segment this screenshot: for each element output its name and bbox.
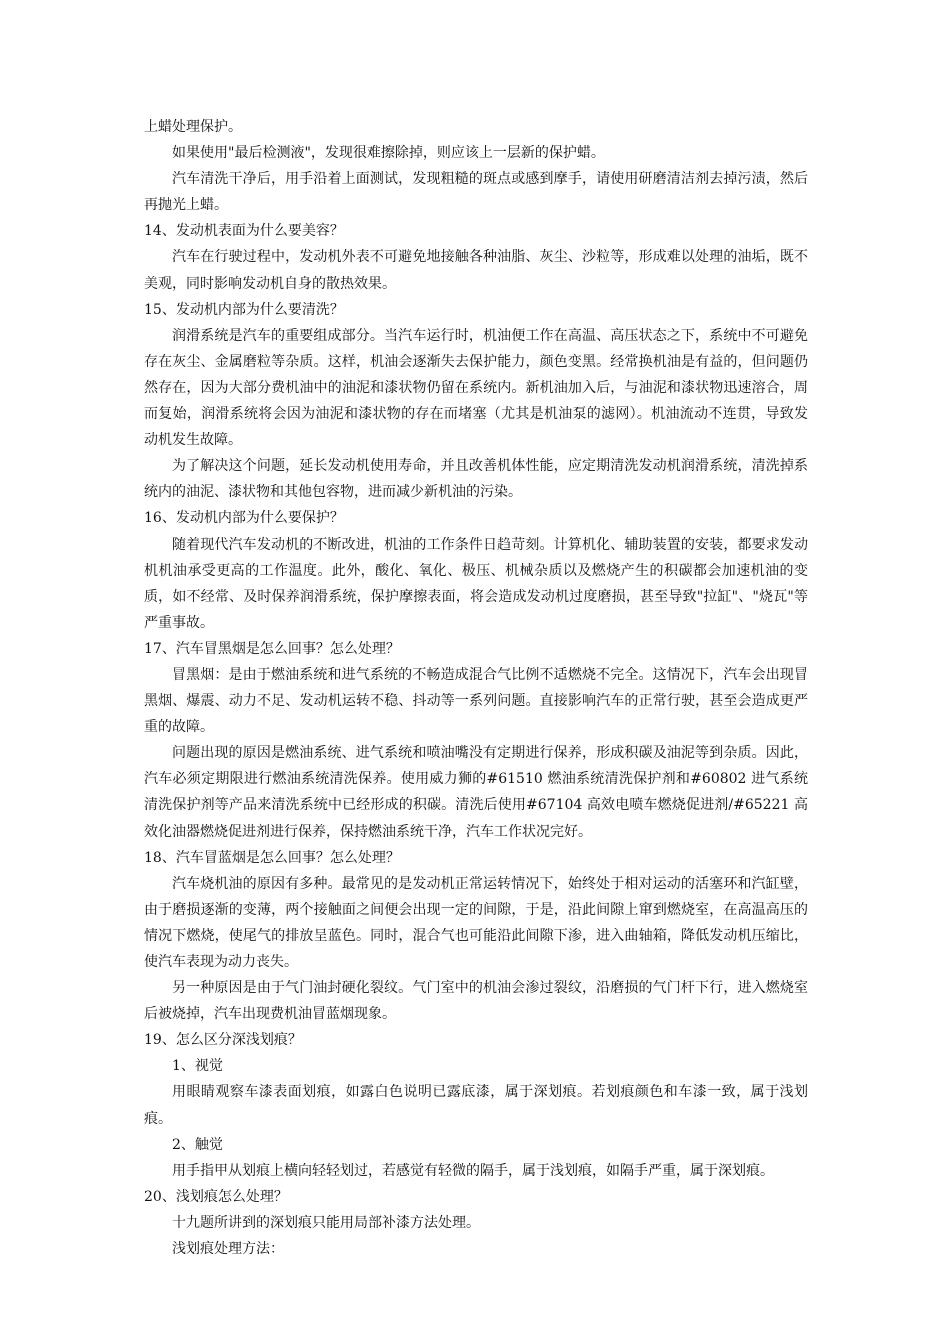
paragraph-15: 另一种原因是由于气门油封硬化裂纹。气门室中的机油会渗过裂纹，沿磨损的气门杆下行，进入燃烧室后被烧掉，汽车出现费机油冒蓝烟现象。 xyxy=(144,980,808,1023)
section-heading-15: 15、发动机内部为什么要清洗？ xyxy=(144,301,344,318)
paragraph-2: 汽车清洗干净后，用手沿着上面测试，发现粗糙的斑点或感到摩手，请使用研磨清洁剂去掉污渍，然后再抛光上蜡。 xyxy=(144,171,808,214)
paragraph-18: 用眼睛观察车漆表面划痕，如露白色说明已露底漆，属于深划痕。若划痕颜色和车漆一致，属于浅划痕。 xyxy=(144,1084,808,1127)
paragraph-19: 2、触觉 xyxy=(172,1136,223,1153)
paragraph-11: 冒黑烟：是由于燃油系统和进气系统的不畅造成混合气比例不适燃烧不完全。这情况下，汽车会出现冒黑烟、爆震、动力不足、发动机运转不稳、抖动等一系列问题。直接影响汽车的正常行驶，甚至会造成更严重的故障。 xyxy=(144,666,808,736)
paragraph-6: 润滑系统是汽车的重要组成部分。当汽车运行时，机油便工作在高温、高压状态之下，系统中不可避免存在灰尘、金属磨粒等杂质。这样，机油会逐渐失去保护能力，颜色变黑。经常换机油是有益的，但问题仍然存在，因为大部分费机油中的油泥和漆状物仍留在系统内。新机油加入后，与油泥和漆状物迅速溶合，周而复始，润滑系统将会因为油泥和漆状物的存在而堵塞（尤其是机油泵的滤网）。机油流动不连贯，导致发动机发生故障。 xyxy=(144,327,808,449)
paragraph-9: 随着现代汽车发动机的不断改进，机油的工作条件日趋苛刻。计算机化、辅助装置的安装，都要求发动机机油承受更高的工作温度。此外，酸化、氧化、极压、机械杂质以及燃烧产生的积碳都会加速机油的变质，如不经常、及时保养润滑系统，保护摩擦表面，将会造成发动机过度磨损，甚至导致"拉缸"、"烧瓦"等严重事故。 xyxy=(144,536,808,631)
document-page xyxy=(144,114,808,1262)
section-heading-19: 19、怎么区分深浅划痕？ xyxy=(144,1032,302,1049)
section-heading-17: 17、汽车冒黑烟是怎么回事？怎么处理？ xyxy=(144,640,400,657)
paragraph-22: 十九题所讲到的深划痕只能用局部补漆方法处理。 xyxy=(172,1214,480,1231)
section-heading-14: 14、发动机表面为什么要美容？ xyxy=(144,223,344,240)
section-heading-16: 16、发动机内部为什么要保护？ xyxy=(144,510,344,527)
paragraph-17: 1、视觉 xyxy=(172,1058,223,1075)
paragraph-4: 汽车在行驶过程中，发动机外表不可避免地接触各种油脂、灰尘、沙粒等，形成难以处理的油垢，既不美观，同时影响发动机自身的散热效果。 xyxy=(144,249,808,292)
section-heading-20: 20、浅划痕怎么处理？ xyxy=(144,1188,288,1205)
section-heading-18: 18、汽车冒蓝烟是怎么回事？怎么处理？ xyxy=(144,849,400,866)
paragraph-23: 浅划痕处理方法： xyxy=(172,1241,284,1258)
paragraph-1: 如果使用"最后检测液"，发现很难擦除掉，则应该上一层新的保护蜡。 xyxy=(172,145,605,162)
paragraph-7: 为了解决这个问题，延长发动机使用寿命，并且改善机体性能，应定期清洗发动机润滑系统，清洗掉系统内的油泥、漆状物和其他包容物，进而减少新机油的污染。 xyxy=(144,458,808,501)
paragraph-12: 问题出现的原因是燃油系统、进气系统和喷油嘴没有定期进行保养，形成积碳及油泥等到杂质。因此，汽车必须定期限进行燃油系统清洗保养。使用威力狮的#61510 燃油系统清洗保护剂和#60802 进气系统清洗保护剂等产品来清洗系统中已经形成的积碳。清洗后使用#67104 高效电喷车燃烧促进剂/#65221 高效化油器燃烧促进剂进行保养，保持燃油系统干净，汽车工作状况完好。 xyxy=(144,745,808,840)
paragraph-0: 上蜡处理保护。 xyxy=(144,119,242,135)
paragraph-20: 用手指甲从划痕上横向轻轻划过，若感觉有轻微的隔手，属于浅划痕，如隔手严重，属于深划痕。 xyxy=(172,1162,774,1179)
paragraph-14: 汽车烧机油的原因有多种。最常见的是发动机正常运转情况下，始终处于相对运动的活塞环和汽缸壁，由于磨损逐渐的变薄，两个接触面之间便会出现一定的间隙，于是，沿此间隙上窜到燃烧室，在高温高压的情况下燃烧，使尾气的排放呈蓝色。同时，混合气也可能沿此间隙下渗，进入曲轴箱，降低发动机压缩比，使汽车表现为动力丧失。 xyxy=(144,875,808,970)
